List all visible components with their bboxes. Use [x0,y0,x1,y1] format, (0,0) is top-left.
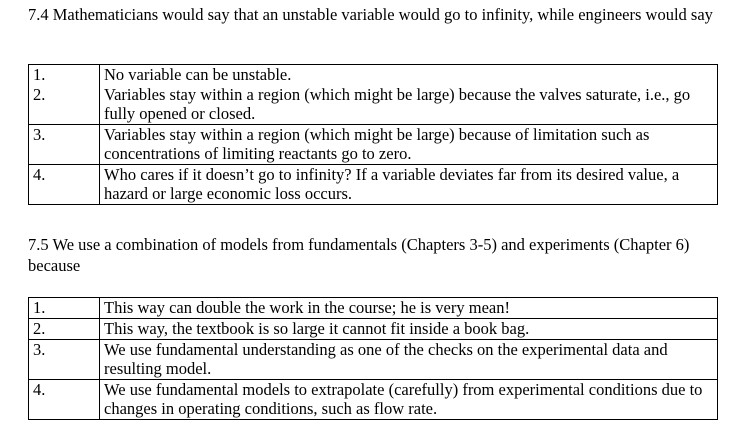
question-7-5-text: 7.5 We use a combination of models from fundamentals (Chapters 3-5) and experiments (Chapter 6) because [28,235,690,275]
answer-text: We use fundamental models to extrapolate (carefully) from experimental conditions due to changes in operating conditions, such as flow rate. [100,380,718,420]
answer-number: 2. [29,85,100,125]
answer-text: This way, the textbook is so large it cannot fit inside a book bag. [100,319,718,340]
answer-row [29,165,718,205]
answer-number: 4. [29,380,100,420]
answer-number: 2. [29,319,100,340]
answer-number: 4. [29,165,100,205]
answer-row [29,340,718,380]
answer-row [29,125,718,165]
answer-number: 3. [29,125,100,165]
answer-text: We use fundamental understanding as one of the checks on the experimental data and resulting model. [100,340,718,380]
answer-row [29,380,718,420]
answer-number: 3. [29,340,100,380]
answer-row [29,85,718,125]
answer-text: Variables stay within a region (which might be large) because of limitation such as concentrations of limiting reactants go to zero. [100,125,718,165]
question-7-5-answers-table [28,297,718,420]
answer-row [29,298,718,319]
answer-number: 1. [29,65,100,86]
answer-text: This way can double the work in the course; he is very mean! [100,298,718,319]
question-7-4-text: 7.4 Mathematicians would say that an unstable variable would go to infinity, while engineers would say [28,5,713,24]
answer-row [29,65,718,86]
answer-text: No variable can be unstable. [100,65,718,86]
answer-text: Variables stay within a region (which might be large) because the valves saturate, i.e., go fully opened or closed. [100,85,718,125]
question-7-4-answers-table [28,64,718,205]
answer-number: 1. [29,298,100,319]
answer-text: Who cares if it doesn’t go to infinity? If a variable deviates far from its desired value, a hazard or large economic loss occurs. [100,165,718,205]
answer-row [29,319,718,340]
